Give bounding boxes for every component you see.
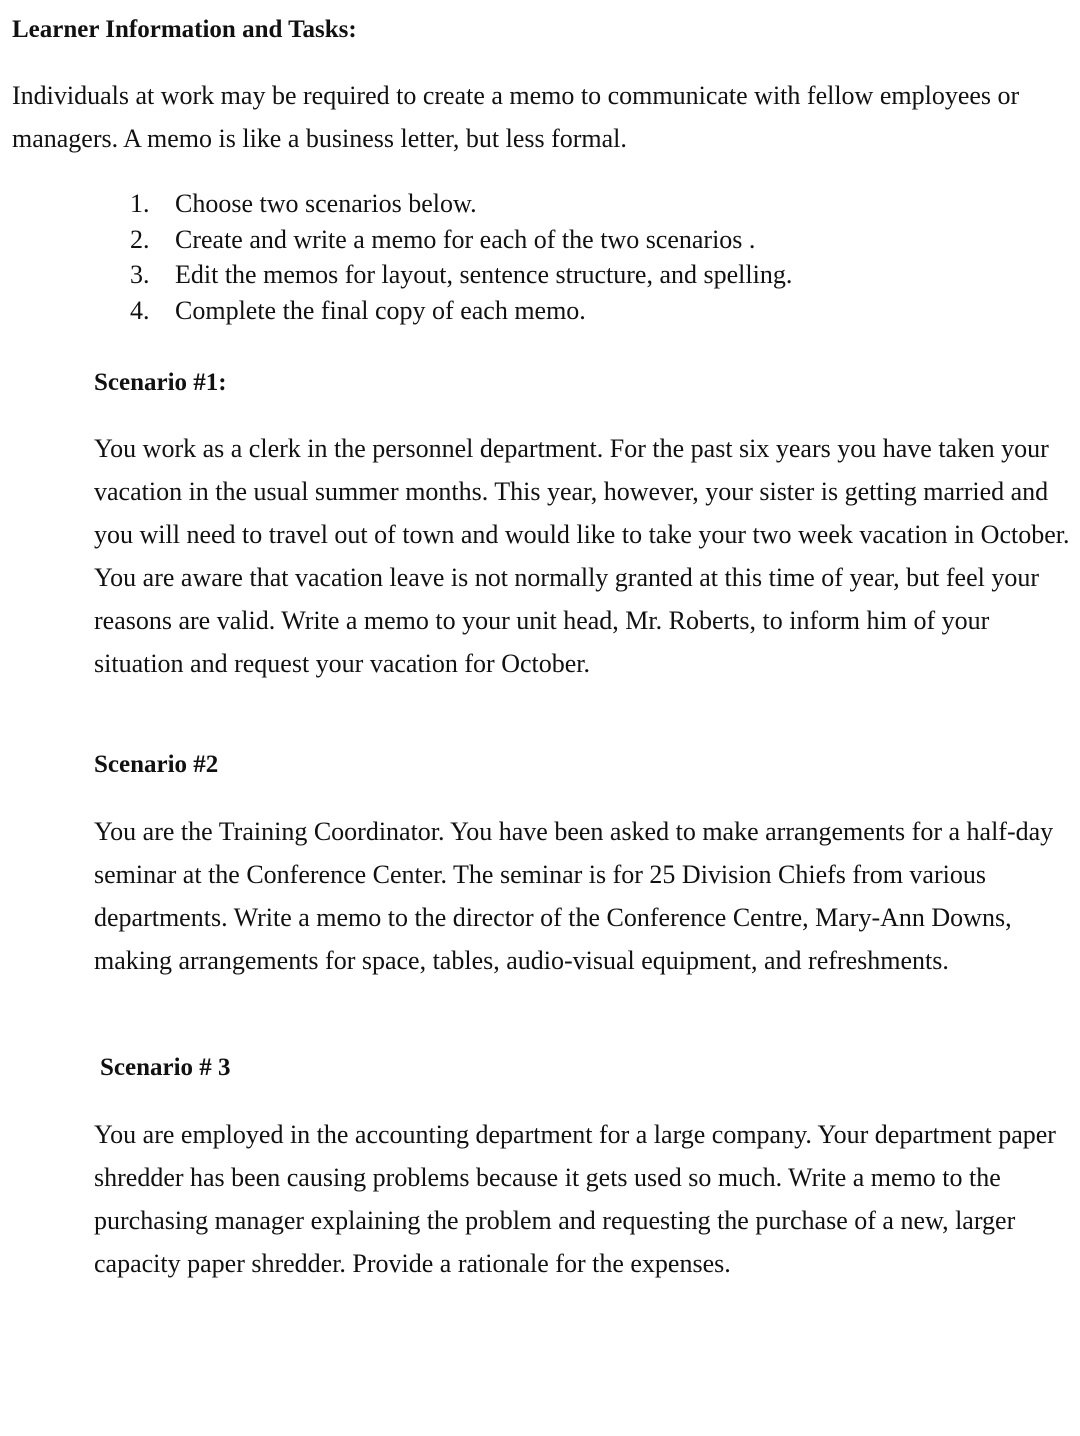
task-text: Edit the memos for layout, sentence structure, and spelling. [175, 260, 793, 289]
scenario-2-title: Scenario #2 [94, 751, 219, 778]
scenario-2-body: You are the Training Coordinator. You have been asked to make arrangements for a half-day seminar at the Conference Center. The seminar is for 25 Division Chiefs from various departments. Write a memo to the director of the Conference Centre, Mary-Ann Downs, making arrangements for space, tables, audio-visual equipment, and refreshments. [94, 817, 1054, 975]
scenario-3-title: Scenario # 3 [100, 1054, 231, 1081]
page-heading: Learner Information and Tasks: [12, 16, 357, 43]
task-number: 1. [130, 189, 150, 218]
task-text: Choose two scenarios below. [175, 189, 477, 218]
task-number: 4. [130, 295, 150, 325]
task-item [130, 186, 792, 222]
task-number: 2. [130, 224, 150, 254]
task-item [130, 257, 792, 293]
task-text: Create and write a memo for each of the two scenarios . [175, 224, 756, 254]
scenario-1-title: Scenario #1: [94, 369, 227, 396]
task-list [130, 186, 792, 328]
task-number: 3. [130, 260, 150, 289]
scenario-3-body: You are employed in the accounting department for a large company. Your department paper shredder has been causing problems because it gets used so much. Write a memo to the purchasing manager explaining the problem and requesting the purchase of a new, larger capacity paper shredder. Provide a rationale for the expenses. [94, 1120, 1056, 1278]
intro-paragraph: Individuals at work may be required to create a memo to communicate with fellow employees or managers. A memo is like a business letter, but less formal. [12, 81, 1020, 153]
task-item [130, 293, 792, 329]
task-item [130, 222, 792, 258]
task-text: Complete the final copy of each memo. [175, 295, 586, 325]
scenario-1-body: You work as a clerk in the personnel department. For the past six years you have taken your vacation in the usual summer months. This year, however, your sister is getting married and you will need to travel out of town and would like to take your two week vacation in October. You are aware that vacation leave is not normally granted at this time of year, but feel your reasons are valid. Write a memo to your unit head, Mr. Roberts, to inform him of your situation and request your vacation for October. [94, 434, 1070, 678]
